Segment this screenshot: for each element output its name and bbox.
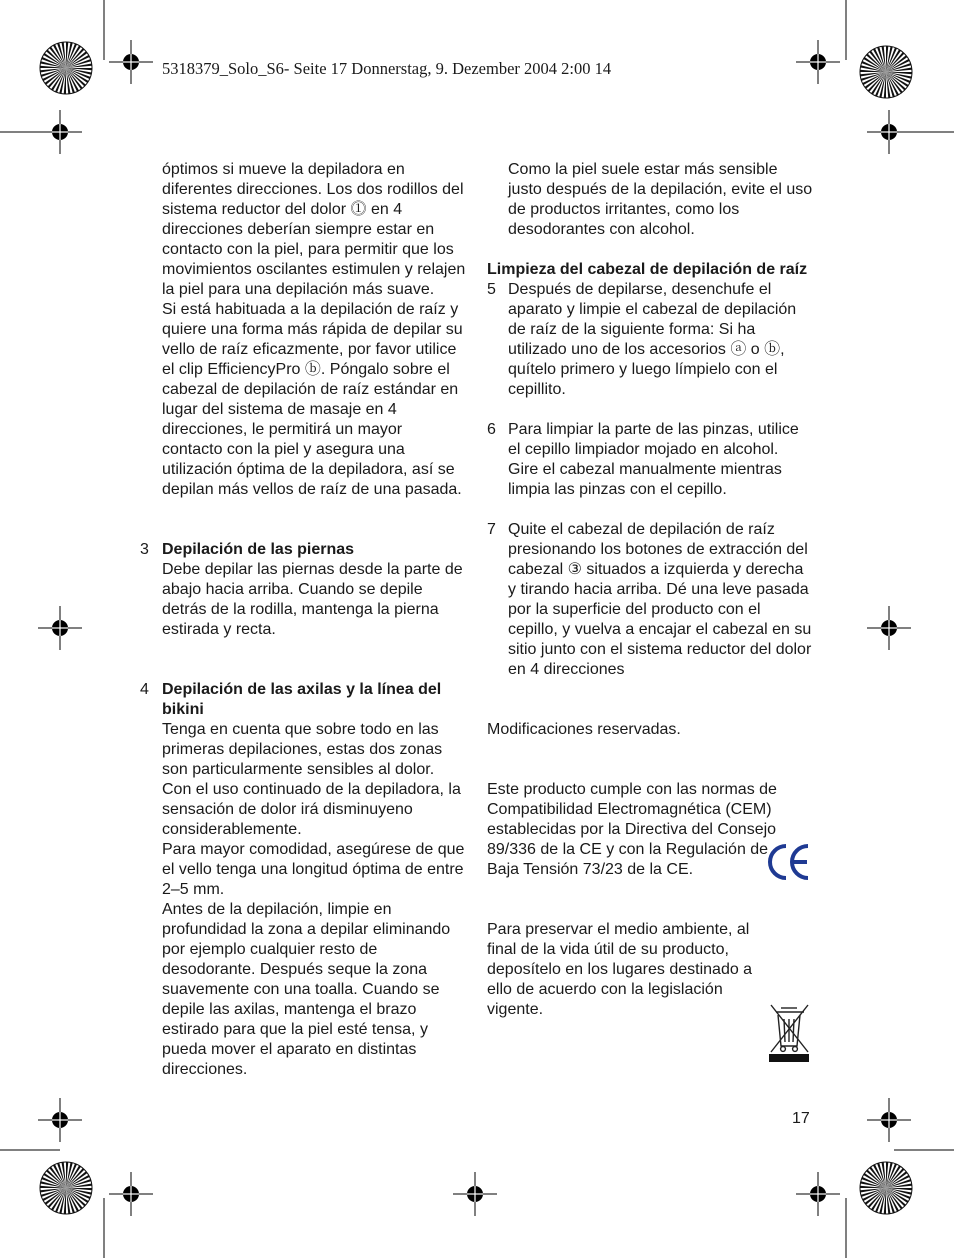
step-text: Para limpiar la parte de las pinzas, utilice el cepillo limpiador mojado en alcohol. Gire el cabezal manualmente mientras limpia las pinzas con el cepillo. bbox=[508, 421, 799, 498]
step-7 bbox=[487, 520, 813, 680]
emc-compliance-text: Este producto cumple con las normas de Compatibilidad Electromagnética (CEM) establecidas por la Directiva del Consejo 89/336 de la CE y con la Regulación de Baja Tensión 73/23 de la CE. bbox=[487, 781, 777, 878]
registration-mark-icon bbox=[38, 1098, 82, 1142]
paragraph: Como la piel suele estar más sensible justo después de la depilación, evite el uso de productos irritantes, como los desodorantes con alcohol. bbox=[508, 161, 813, 238]
starburst-icon bbox=[860, 46, 912, 98]
step-number: 4 bbox=[140, 681, 149, 698]
paragraph: Si está habituada a la depilación de raíz y quiere una forma más rápida de depilar su vello de raíz eficazmente, por favor utilice el clip EfficiencyPro ⓑ. Póngalo sobre el cabezal de depilación de raíz estándar en lugar del sistema de masaje en 4 direcciones, le permitirá un mayor contacto con la piel y asegura una utilización óptima de la depiladora, así se depilan más vellos de raíz de una pasada. bbox=[162, 301, 463, 498]
registration-mark-icon bbox=[38, 606, 82, 650]
registration-mark-icon bbox=[796, 40, 840, 84]
registration-mark-icon bbox=[109, 40, 153, 84]
step-text: Después de depilarse, desenchufe el aparato y limpie el cabezal de depilación de raíz de la siguiente forma: Si ha utilizado uno de los accesorios ⓐ o ⓑ, quítelo primero y luego límpielo con el cepillito. bbox=[508, 281, 797, 398]
paragraph: óptimos si mueve la depiladora en diferentes direcciones. Los dos rodillos del sistema reductor del dolor ⓵ en 4 direcciones deberían siempre estar en contacto con la piel, para permitir que los movimientos oscilantes estimulen y relajen la piel para una depilación más suave. bbox=[162, 161, 466, 298]
environment-text: Para preservar el medio ambiente, al final de la vida útil de su producto, deposítelo en los lugares destinado a ello de acuerdo con la legislación vigente. bbox=[487, 921, 753, 1018]
step-text: Quite el cabezal de depilación de raíz presionando los botones de extracción del cabezal ③ situados a izquierda y derecha y tirando hacia arriba. Dé una leve pasada por la superficie del producto con el cepillo, y vuelva a encajar el cabezal en su sitio junto con el sistema reductor del dolor en 4 direcciones bbox=[508, 521, 812, 678]
starburst-icon bbox=[860, 1162, 912, 1214]
ce-mark-icon bbox=[766, 842, 812, 882]
paragraph: Para mayor comodidad, asegúrese de que el vello tenga una longitud óptima de entre 2–5 mm. bbox=[162, 841, 465, 898]
print-slug: 5318379_Solo_S6- Seite 17 Donnerstag, 9. Dezember 2004 2:00 14 bbox=[162, 59, 612, 78]
registration-mark-icon bbox=[867, 110, 911, 154]
section-heading: Limpieza del cabezal de depilación de raíz bbox=[487, 261, 808, 278]
registration-mark-icon bbox=[796, 1172, 840, 1216]
registration-mark-icon bbox=[867, 1098, 911, 1142]
crossed-out-bin-icon bbox=[768, 1002, 810, 1064]
step-number: 3 bbox=[140, 541, 149, 558]
registration-mark-icon bbox=[109, 1172, 153, 1216]
right-column bbox=[487, 160, 813, 1020]
registration-mark-icon bbox=[453, 1172, 497, 1216]
starburst-icon bbox=[40, 1162, 92, 1214]
starburst-icon bbox=[40, 42, 92, 94]
step-3 bbox=[140, 540, 466, 640]
step-4 bbox=[140, 680, 466, 1080]
paragraph: Antes de la depilación, limpie en profundidad la zona a depilar eliminando por ejemplo cualquier resto de desodorante. Después seque la zona suavemente con una toalla. Cuando se depile las axilas, mantenga el brazo estirado para que la piel esté tensa, y pueda mover el aparato en distintas direcciones. bbox=[162, 901, 451, 1078]
step-6 bbox=[487, 420, 813, 500]
left-column bbox=[140, 160, 466, 1080]
step-number: 5 bbox=[487, 281, 496, 298]
step-number: 6 bbox=[487, 421, 496, 438]
paragraph: Tenga en cuenta que sobre todo en las primeras depilaciones, estas dos zonas son particularmente sensibles al dolor. Con el uso continuado de la depiladora, la sensación de dolor irá disminuyeno considerablemente. bbox=[162, 721, 461, 838]
registration-mark-icon bbox=[867, 606, 911, 650]
step-number: 7 bbox=[487, 521, 496, 538]
step-text: Debe depilar las piernas desde la parte de abajo hacia arriba. Cuando se depile detrás de la rodilla, mantenga la pierna estirada y recta. bbox=[162, 561, 463, 638]
step-title: Depilación de las axilas y la línea del bikini bbox=[162, 681, 442, 718]
step-5 bbox=[487, 280, 813, 400]
registration-mark-icon bbox=[38, 110, 82, 154]
page-number: 17 bbox=[792, 1110, 810, 1127]
step-title: Depilación de las piernas bbox=[162, 541, 355, 558]
modifications-note: Modificaciones reservadas. bbox=[487, 721, 681, 738]
